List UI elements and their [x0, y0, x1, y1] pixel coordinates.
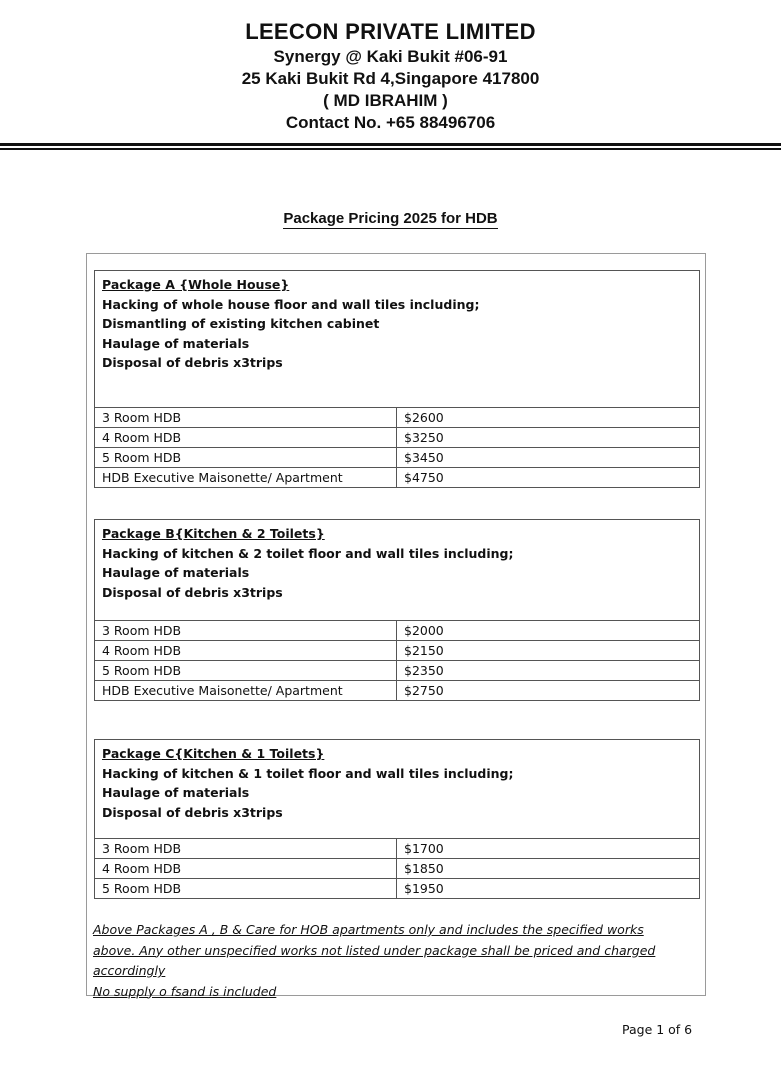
- package-c: [94, 739, 700, 899]
- price-cell: $2150: [397, 641, 700, 661]
- package-c-line: Hacking of kitchen & 1 toilet floor and wall tiles including;: [102, 765, 514, 781]
- room-type-cell: 4 Room HDB: [95, 641, 397, 661]
- room-type-cell: 5 Room HDB: [95, 448, 397, 468]
- table-row: [95, 641, 699, 661]
- price-cell: $3450: [397, 448, 700, 468]
- package-c-line: Haulage of materials: [102, 785, 250, 800]
- package-b-description: [95, 520, 699, 620]
- room-type-cell: 4 Room HDB: [95, 859, 397, 879]
- package-a-line: Disposal of debris x3trips: [102, 355, 283, 370]
- package-a-description: [95, 271, 699, 407]
- price-cell: $2750: [397, 681, 700, 701]
- price-cell: $2000: [397, 621, 700, 641]
- package-c-line: Disposal of debris x3trips: [102, 804, 283, 820]
- package-a-line: Haulage of materials: [102, 335, 250, 351]
- package-b-price-table: [95, 620, 699, 700]
- package-c-description: [95, 740, 699, 838]
- price-cell: $1700: [397, 839, 700, 859]
- address-line-1: Synergy @ Kaki Bukit #06-91: [273, 47, 508, 66]
- table-row: [95, 468, 699, 488]
- note-line: Above Packages A , B & Care for HOB apartments only and includes the specified works: [93, 922, 644, 937]
- contact-person: ( MD IBRAHIM ): [323, 91, 448, 110]
- price-cell: $3250: [397, 428, 700, 448]
- note-line: No supply o fsand is included: [93, 983, 277, 999]
- table-row: [95, 681, 699, 701]
- contact-number: Contact No. +65 88496706: [285, 113, 496, 132]
- room-type-cell: 4 Room HDB: [95, 428, 397, 448]
- table-row: [95, 879, 699, 899]
- note-line: accordingly: [93, 963, 166, 978]
- package-a: [94, 270, 700, 488]
- price-cell: $4750: [397, 468, 700, 488]
- company-name: LEECON PRIVATE LIMITED: [245, 19, 536, 44]
- price-cell: $1850: [397, 859, 700, 879]
- package-a-line: Dismantling of existing kitchen cabinet: [102, 316, 380, 331]
- page-number: Page 1 of 6: [622, 1022, 693, 1037]
- room-type-cell: 5 Room HDB: [95, 879, 397, 899]
- room-type-cell: HDB Executive Maisonette/ Apartment: [95, 681, 397, 701]
- package-c-price-table: [95, 838, 699, 898]
- room-type-cell: 3 Room HDB: [95, 408, 397, 428]
- package-b-line: Disposal of debris x3trips: [102, 584, 283, 600]
- package-b-line: Haulage of materials: [102, 565, 250, 580]
- package-b-line: Hacking of kitchen & 2 toilet floor and wall tiles including;: [102, 545, 514, 561]
- page-title: [0, 210, 781, 227]
- address-line-2: 25 Kaki Bukit Rd 4,Singapore 417800: [241, 69, 540, 88]
- table-row: [95, 621, 699, 641]
- table-row: [95, 428, 699, 448]
- price-cell: $2350: [397, 661, 700, 681]
- header-divider-bottom: [0, 148, 781, 150]
- terms-note: [93, 920, 693, 1002]
- letterhead: [0, 18, 781, 134]
- package-c-heading: Package C{Kitchen & 1 Toilets}: [102, 746, 325, 761]
- table-row: [95, 839, 699, 859]
- room-type-cell: 3 Room HDB: [95, 839, 397, 859]
- table-row: [95, 859, 699, 879]
- room-type-cell: HDB Executive Maisonette/ Apartment: [95, 468, 397, 488]
- page-title-text: Package Pricing 2025 for HDB: [283, 210, 498, 227]
- room-type-cell: 5 Room HDB: [95, 661, 397, 681]
- package-a-heading: Package A {Whole House}: [102, 277, 290, 292]
- room-type-cell: 3 Room HDB: [95, 621, 397, 641]
- note-line: above. Any other unspecified works not listed under package shall be priced and charged: [93, 942, 656, 958]
- package-a-price-table: [95, 407, 699, 487]
- price-cell: $2600: [397, 408, 700, 428]
- table-row: [95, 661, 699, 681]
- package-b: [94, 519, 700, 701]
- package-b-heading: Package B{Kitchen & 2 Toilets}: [102, 526, 325, 541]
- table-row: [95, 448, 699, 468]
- price-cell: $1950: [397, 879, 700, 899]
- package-a-line: Hacking of whole house floor and wall tiles including;: [102, 296, 480, 312]
- header-divider-top: [0, 143, 781, 146]
- table-row: [95, 408, 699, 428]
